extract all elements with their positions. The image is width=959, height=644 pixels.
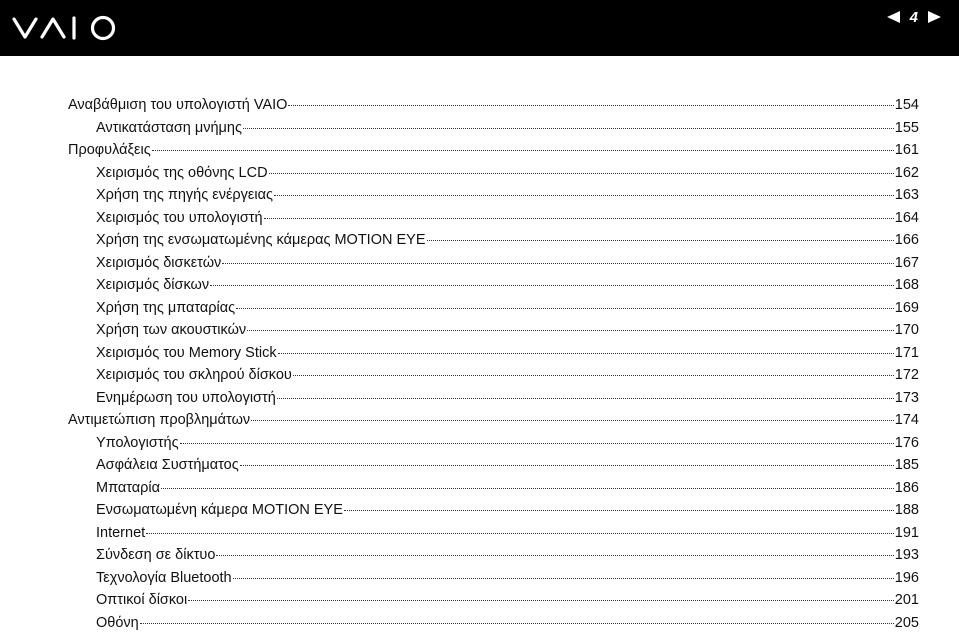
- dot-leader: [222, 263, 894, 264]
- dot-leader: [216, 555, 893, 556]
- toc-entry[interactable]: [68, 95, 919, 115]
- toc-entry[interactable]: [96, 343, 919, 363]
- toc-entry-page: 172: [894, 367, 919, 383]
- toc-entry-page: 166: [894, 232, 919, 248]
- toc-entry-page: 167: [894, 254, 919, 271]
- dot-leader: [146, 533, 894, 534]
- toc-entry-page: 186: [894, 479, 919, 496]
- toc-entry[interactable]: [96, 118, 919, 138]
- toc-entry-page: 201: [894, 592, 919, 608]
- toc-entry[interactable]: [96, 545, 919, 565]
- toc-entry[interactable]: [96, 320, 919, 340]
- toc-entry[interactable]: [96, 208, 919, 228]
- toc-entry[interactable]: [96, 590, 919, 610]
- dot-leader: [188, 600, 894, 601]
- arrow-right-icon[interactable]: [928, 11, 941, 23]
- dot-leader: [161, 488, 894, 489]
- dot-leader: [152, 150, 894, 151]
- dot-leader: [274, 195, 894, 196]
- toc-entry-title: Οθόνη: [96, 614, 139, 631]
- toc-entry-page: 169: [894, 299, 919, 316]
- toc-entry-title: Χειρισμός δίσκων: [96, 277, 210, 293]
- dot-leader: [269, 173, 894, 174]
- toc-entry-page: 205: [894, 614, 919, 631]
- dot-leader: [264, 218, 894, 219]
- toc-entry[interactable]: [96, 253, 919, 273]
- toc-entry-title: Οπτικοί δίσκοι: [96, 592, 188, 608]
- toc-entry-title: Χρήση των ακουστικών: [96, 322, 247, 338]
- toc-entry-title: Ενημέρωση του υπολογιστή: [96, 389, 276, 406]
- dot-leader: [243, 128, 894, 129]
- arrow-left-icon[interactable]: [887, 11, 900, 23]
- toc-entry-page: 174: [894, 412, 919, 428]
- vaio-logo: [12, 12, 124, 47]
- toc-entry-page: 188: [894, 502, 919, 518]
- toc-entry-title: Χειρισμός του υπολογιστή: [96, 209, 263, 226]
- toc-entry-title: Internet: [96, 524, 146, 541]
- page-navigation: [887, 6, 941, 28]
- dot-leader: [427, 240, 894, 241]
- toc-entry-page: 162: [894, 164, 919, 181]
- toc-entry[interactable]: [96, 275, 919, 295]
- toc-entry-page: 171: [894, 344, 919, 361]
- toc-entry[interactable]: [96, 185, 919, 205]
- toc-entry-page: 170: [894, 322, 919, 338]
- toc-entry-title: Χρήση της πηγής ενέργειας: [96, 187, 273, 203]
- toc-entry-page: 155: [894, 119, 919, 136]
- toc-entry-title: Μπαταρία: [96, 479, 161, 496]
- toc-entry-title: Χρήση της μπαταρίας: [96, 299, 236, 316]
- toc-entry[interactable]: [96, 455, 919, 475]
- toc-entry-page: 185: [894, 457, 919, 473]
- toc-entry[interactable]: [96, 568, 919, 588]
- dot-leader: [277, 398, 894, 399]
- dot-leader: [233, 578, 894, 579]
- toc-entry-title: Χειρισμός της οθόνης LCD: [96, 164, 268, 181]
- toc-entry[interactable]: [96, 298, 919, 318]
- toc-entry-page: 161: [894, 142, 919, 158]
- toc-entry-page: 193: [894, 547, 919, 563]
- toc-entry-page: 163: [894, 187, 919, 203]
- toc-entry[interactable]: [68, 410, 919, 430]
- toc-entry-title: Αναβάθμιση του υπολογιστή VAIO: [68, 97, 288, 113]
- page-number: 4: [909, 8, 918, 26]
- dot-leader: [247, 330, 894, 331]
- dot-leader: [251, 420, 894, 421]
- page-header: [0, 0, 959, 56]
- toc-entry-title: Αντικατάσταση μνήμης: [96, 119, 242, 136]
- toc-entry[interactable]: [96, 230, 919, 250]
- toc-entry[interactable]: [96, 613, 919, 633]
- dot-leader: [240, 465, 894, 466]
- dot-leader: [180, 443, 894, 444]
- toc-entry-title: Χειρισμός του σκληρού δίσκου: [96, 367, 292, 383]
- toc-entry-title: Χειρισμός δισκετών: [96, 254, 222, 271]
- toc-entry[interactable]: [96, 365, 919, 385]
- dot-leader: [344, 510, 894, 511]
- dot-leader: [293, 375, 894, 376]
- toc-entry[interactable]: [96, 388, 919, 408]
- toc-entry[interactable]: [96, 478, 919, 498]
- toc-entry-page: 196: [894, 569, 919, 586]
- dot-leader: [236, 308, 894, 309]
- dot-leader: [288, 105, 893, 106]
- toc-entry-page: 173: [894, 389, 919, 406]
- vaio-logo-icon: [12, 12, 124, 42]
- toc-entry-title: Χρήση της ενσωματωμένης κάμερας MOTION EYE: [96, 232, 426, 248]
- toc-entry[interactable]: [96, 523, 919, 543]
- dot-leader: [210, 285, 894, 286]
- toc-entry[interactable]: [68, 140, 919, 160]
- toc-entry-page: 168: [894, 277, 919, 293]
- toc-entry-page: 176: [894, 434, 919, 451]
- toc-entry-title: Τεχνολογία Bluetooth: [96, 569, 232, 586]
- toc-entry[interactable]: [96, 500, 919, 520]
- toc-entry-title: Προφυλάξεις: [68, 142, 151, 158]
- toc-entry-page: 154: [894, 97, 919, 113]
- toc-entry-page: 191: [894, 524, 919, 541]
- toc-entry-title: Χειρισμός του Memory Stick: [96, 344, 277, 361]
- toc-entry[interactable]: [96, 433, 919, 453]
- toc-entry-title: Ασφάλεια Συστήματος: [96, 457, 239, 473]
- toc-entry-title: Ενσωματωμένη κάμερα MOTION EYE: [96, 502, 343, 518]
- dot-leader: [278, 353, 894, 354]
- toc-entry-page: 164: [894, 209, 919, 226]
- toc-entry-title: Αντιμετώπιση προβλημάτων: [68, 412, 251, 428]
- dot-leader: [140, 623, 894, 624]
- toc-entry[interactable]: [96, 163, 919, 183]
- toc-entry-title: Υπολογιστής: [96, 434, 179, 451]
- toc-entry-title: Σύνδεση σε δίκτυο: [96, 547, 216, 563]
